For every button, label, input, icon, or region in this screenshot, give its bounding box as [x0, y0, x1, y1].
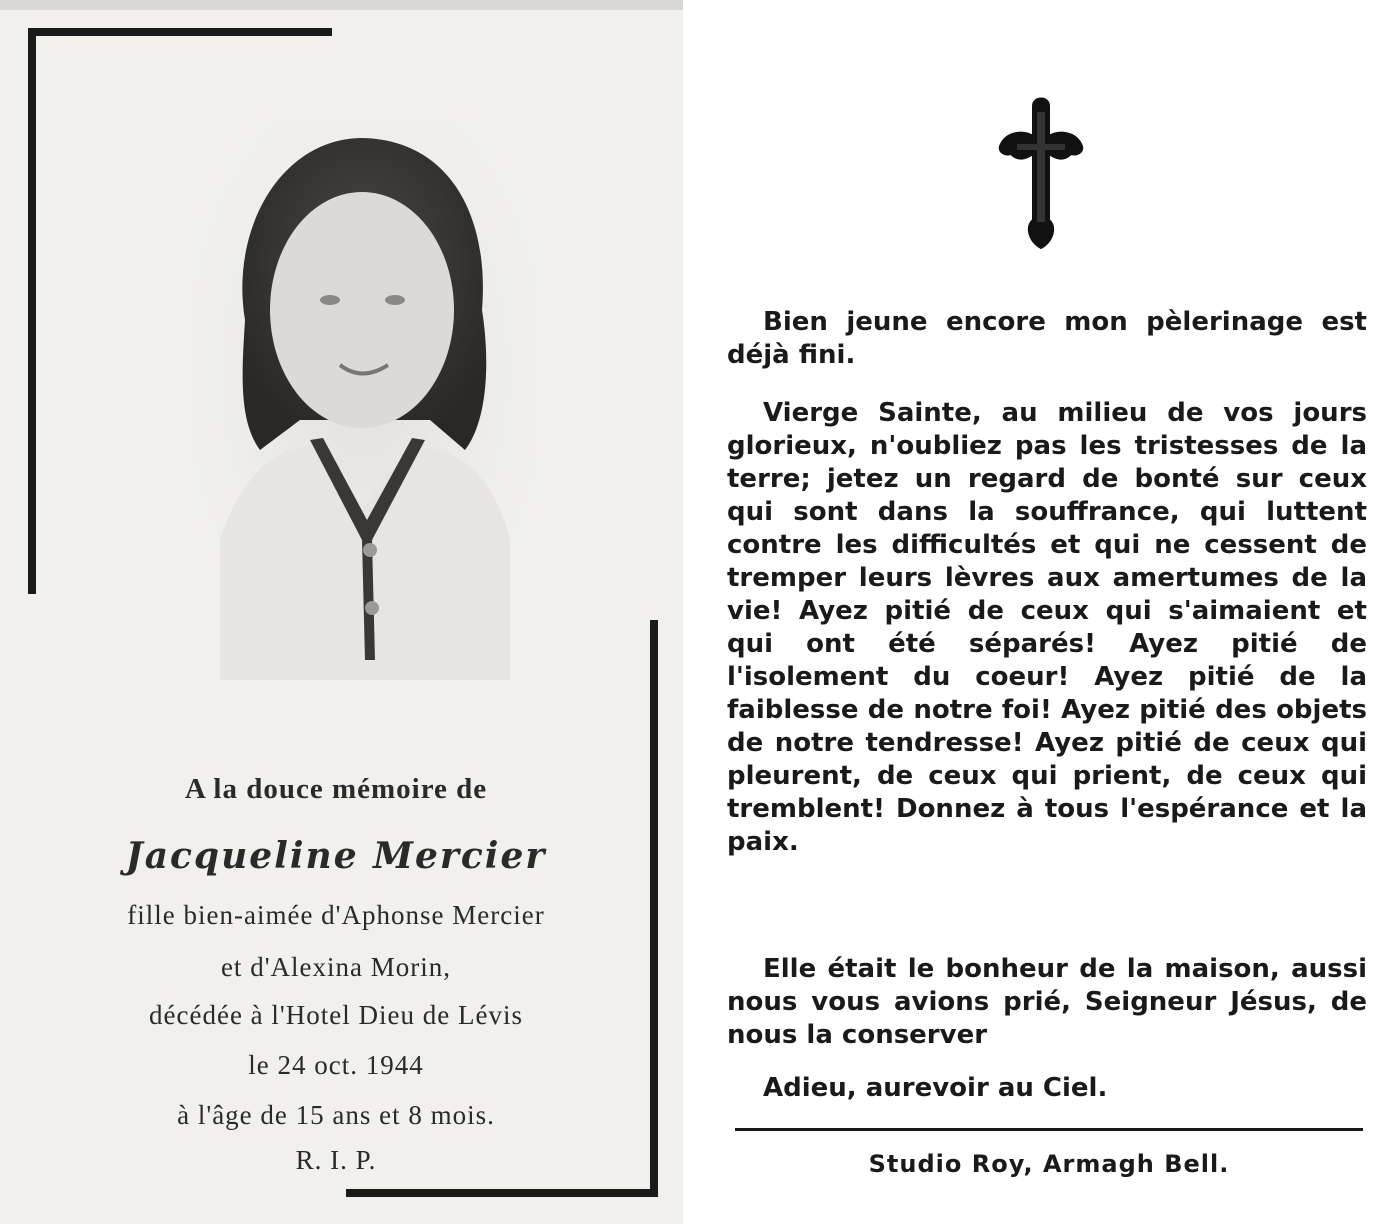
memorial-card-back: [683, 0, 1392, 1224]
dedication-heading: A la douce mémoire de: [184, 773, 488, 805]
divider-rule: [735, 1128, 1363, 1131]
rip-line: R. I. P.: [295, 1145, 377, 1175]
death-place-line: décédée à l'Hotel Dieu de Lévis: [149, 1000, 523, 1030]
mourning-border-top: [28, 28, 332, 36]
prayer-paragraph-2: Vierge Sainte, au milieu de vos jours glorieux, n'oubliez pas les tristesses de la terre; jetez un regard de bonté sur ceux qui sont dans la souffrance, qui luttent contre les difficultés et qui ne cessent de tremper leurs lèvres aux amertumes de la vie! Ayez pitié de ceux qui s'aimaient et qui ont été séparés! Ayez pitié de l'isolement du coeur! Ayez pitié de la faiblesse de notre foi! Ayez pitié des objets de notre tendresse! Ayez pitié de ceux qui pleurent, de ceux qui prient, de ceux qui tremblent! Donnez à tous l'espérance et la paix.: [727, 398, 1367, 857]
mourning-border-right: [650, 620, 658, 1197]
death-date-line: le 24 oct. 1944: [248, 1050, 424, 1080]
studio-credit: Studio Roy, Armagh Bell.: [868, 1150, 1230, 1178]
mourning-border-left: [28, 28, 36, 594]
parents-line: fille bien-aimée d'Aphonse Mercier: [127, 900, 545, 930]
latin-cross-icon: [993, 92, 1089, 250]
prayer-paragraph-1: Bien jeune encore mon pèlerinage est déjà fini.: [727, 307, 1367, 370]
mother-line: et d'Alexina Morin,: [220, 952, 452, 982]
card-top-edge: [0, 0, 683, 10]
mourning-border-bottom: [346, 1189, 658, 1197]
farewell-line: Adieu, aurevoir au Ciel.: [763, 1073, 1108, 1103]
portrait-photo: [190, 120, 540, 680]
deceased-name: Jacqueline Mercier: [125, 835, 547, 877]
age-line: à l'âge de 15 ans et 8 mois.: [177, 1100, 495, 1130]
prayer-paragraph-3: Elle était le bonheur de la maison, aussi nous vous avions prié, Seigneur Jésus, de nous la conserver: [727, 954, 1367, 1050]
memorial-card-front: [0, 0, 683, 1224]
